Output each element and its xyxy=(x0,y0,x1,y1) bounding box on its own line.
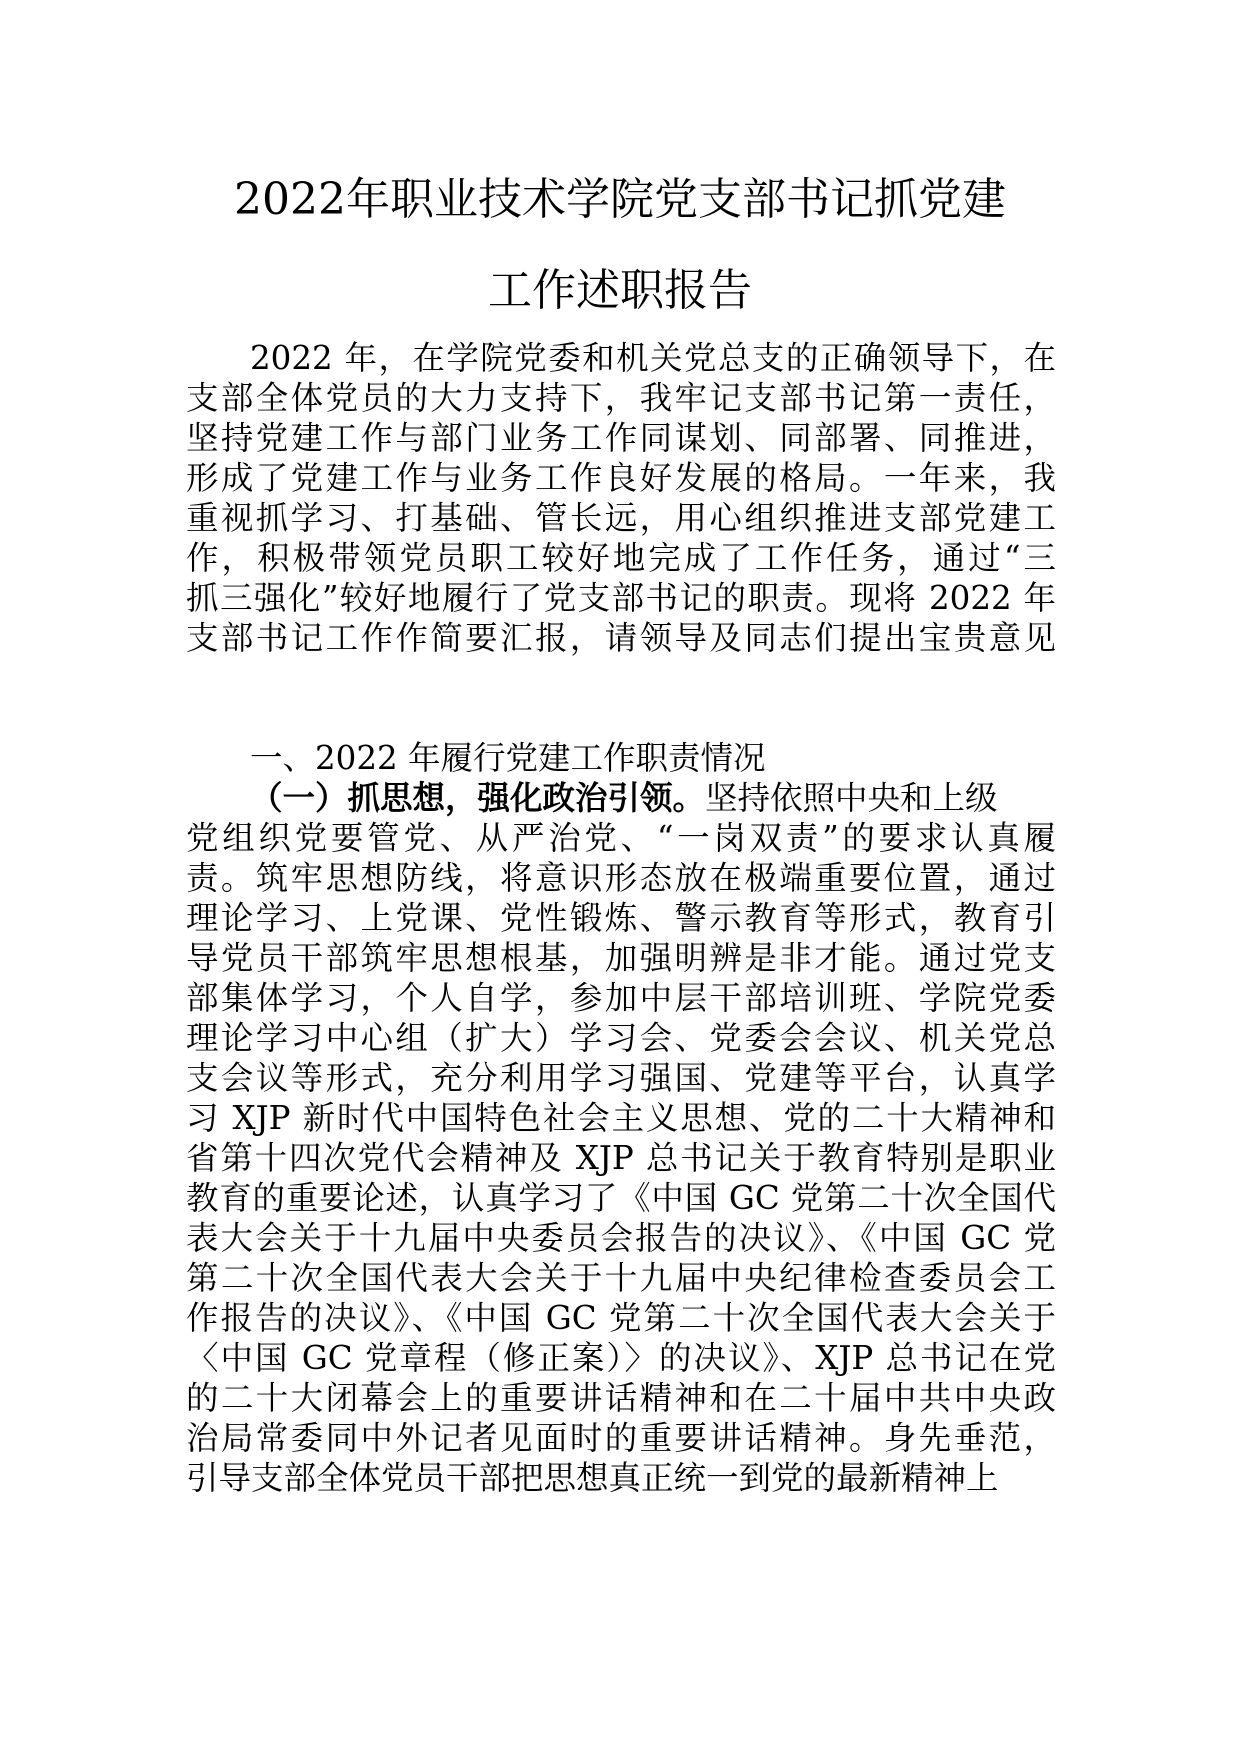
subsection-first-text: 坚持依照中央和上级 xyxy=(705,779,998,817)
body-line: 第二十次全国代表大会关于十九届中央纪律检查委员会工 xyxy=(186,1259,1056,1297)
body-line: 作报告的决议》、《中国 GC 党第二十次全国代表大会关于 xyxy=(186,1299,1056,1337)
intro-line: 2022 年，在学院党委和机关党总支的正确领导下，在 xyxy=(250,339,1056,377)
intro-line: 重视抓学习、打基础、管长远，用心组织推进支部党建工 xyxy=(186,499,1056,537)
body-line: 党组织党要管党、从严治党、“一岗双责”的要求认真履 xyxy=(186,819,1056,857)
body-line: 部集体学习，个人自学，参加中层干部培训班、学院党委 xyxy=(186,979,1056,1017)
body-line: 表大会关于十九届中央委员会报告的决议》、《中国 GC 党 xyxy=(186,1219,1056,1257)
body-line: 治局常委同中外记者见面时的重要讲话精神。身先垂范， xyxy=(186,1419,1056,1457)
intro-line: 支部书记工作作简要汇报，请领导及同志们提出宝贵意见 xyxy=(186,619,1056,657)
intro-line: 抓三强化”较好地履行了党支部书记的职责。现将 2022 年 xyxy=(186,579,1056,617)
document-title-line-1: 2022年职业技术学院党支部书记抓党建 xyxy=(234,174,1006,225)
body-line: 理论学习中心组（扩大）学习会、党委会会议、机关党总 xyxy=(186,1019,1056,1057)
intro-line: 支部全体党员的大力支持下，我牢记支部书记第一责任， xyxy=(186,379,1056,417)
body-line: 引导支部全体党员干部把思想真正统一到党的最新精神上 xyxy=(186,1459,999,1497)
intro-line: 形成了党建工作与业务工作良好发展的格局。一年来，我 xyxy=(186,459,1056,497)
subsection-heading: （一）抓思想，强化政治引领。 xyxy=(250,779,706,817)
document-title-line-2: 工作述职报告 xyxy=(488,265,752,316)
intro-line: 作，积极带领党员职工较好地完成了工作任务，通过“三 xyxy=(186,539,1056,577)
body-line: 教育的重要论述，认真学习了《中国 GC 党第二十次全国代 xyxy=(186,1179,1056,1217)
body-line: 省第十四次党代会精神及 XJP 总书记关于教育特别是职业 xyxy=(186,1139,1056,1177)
body-line: 支会议等形式，充分利用学习强国、党建等平台，认真学 xyxy=(186,1059,1056,1097)
body-line: 的二十大闭幕会上的重要讲话精神和在二十届中共中央政 xyxy=(186,1379,1056,1417)
body-line: 〈中国 GC 党章程（修正案）〉的决议》、XJP 总书记在党 xyxy=(186,1339,1056,1377)
body-line: 责。筑牢思想防线，将意识形态放在极端重要位置，通过 xyxy=(186,859,1056,897)
body-line: 习 XJP 新时代中国特色社会主义思想、党的二十大精神和 xyxy=(186,1099,1056,1137)
body-line: 理论学习、上党课、党性锻炼、警示教育等形式，教育引 xyxy=(186,899,1056,937)
intro-line: 坚持党建工作与部门业务工作同谋划、同部署、同推进， xyxy=(186,419,1056,457)
section-heading: 一、2022 年履行党建工作职责情况 xyxy=(250,739,766,777)
subsection-first-line xyxy=(250,776,1056,820)
body-line: 导党员干部筑牢思想根基，加强明辨是非才能。通过党支 xyxy=(186,939,1056,977)
